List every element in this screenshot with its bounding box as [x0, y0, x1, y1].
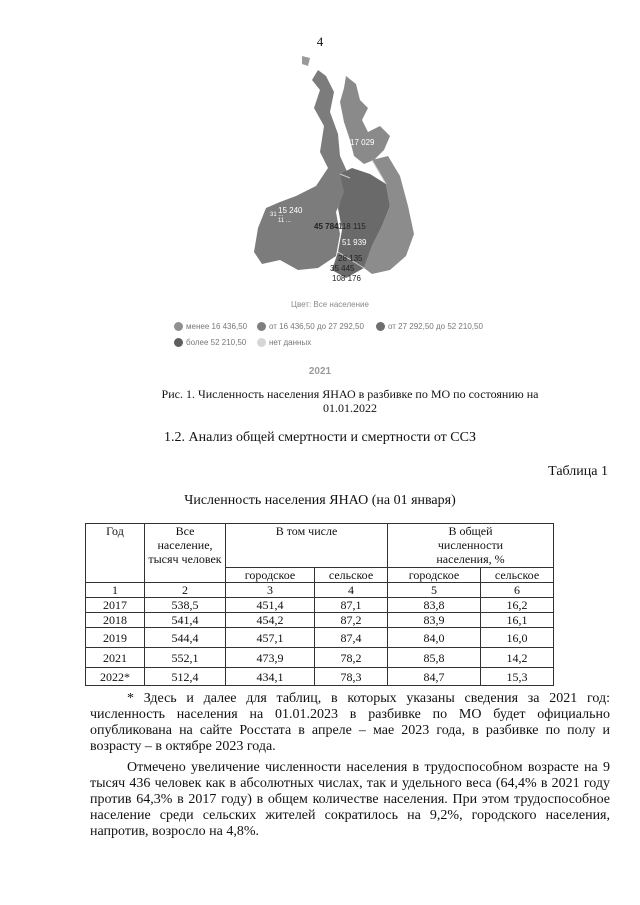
- table-row: [86, 648, 554, 668]
- table-cell: 473,9: [226, 648, 315, 668]
- map-year: 2021: [308, 366, 332, 377]
- body-paragraph: Отмечено увеличение численности населения в трудоспособном возрасте на 9 тысяч 436 человек как в абсолютных числах, так и удельного веса (64,4% в 2021 году против 64,3% в 2017 году) в общем количестве населения. При этом трудоспособное население среди сельских жителей сократилось на 9,2%, городского населения, напротив, возросло на 4,8%.: [90, 760, 610, 839]
- header-total: Все население, тысяч человек: [145, 524, 226, 583]
- table-number: Таблица 1: [548, 464, 608, 479]
- table-cell: 78,3: [315, 668, 388, 686]
- table-cell: 16,2: [481, 598, 554, 613]
- table-cell: 16,1: [481, 613, 554, 628]
- table-cell: 457,1: [226, 628, 315, 648]
- population-table: [85, 523, 554, 686]
- table-cell: 434,1: [226, 668, 315, 686]
- table-row: [86, 668, 554, 686]
- table-cell: 3: [226, 583, 315, 598]
- legend-label: нет данных: [269, 338, 312, 347]
- legend-item: [174, 338, 246, 347]
- map-label: 15 240: [278, 206, 303, 215]
- map-region-west: [254, 64, 350, 270]
- table-cell: 87,2: [315, 613, 388, 628]
- district-map: [240, 56, 420, 296]
- table-footnote: * Здесь и далее для таблиц, в которых указаны сведения за 2021 год: численность населения на 01.01.2023 в разбивке по МО будет официально опубликована на сайте Росстата в апреле – мае 2023 года, в разбивке по полу и возрасту – в октябре 2023 года.: [90, 691, 610, 754]
- table-cell: 14,2: [481, 648, 554, 668]
- header-urban: городское: [226, 568, 315, 583]
- legend-swatch: [174, 338, 183, 347]
- table-cell: 5: [388, 583, 481, 598]
- header-urban: городское: [388, 568, 481, 583]
- map-label: 17 029: [350, 138, 375, 147]
- header-including: В том числе: [226, 524, 388, 568]
- header-rural: сельское: [481, 568, 554, 583]
- section-heading: 1.2. Анализ общей смертности и смертности от ССЗ: [164, 430, 476, 445]
- map-region-north: [340, 76, 390, 164]
- table-cell: 83,8: [388, 598, 481, 613]
- table-cell: 87,1: [315, 598, 388, 613]
- table-cell: 16,0: [481, 628, 554, 648]
- header-rural: сельское: [315, 568, 388, 583]
- table-cell: 87,4: [315, 628, 388, 648]
- page-number: 4: [316, 34, 324, 49]
- table-cell: 541,4: [145, 613, 226, 628]
- table-cell: 4: [315, 583, 388, 598]
- table-cell: 544,4: [145, 628, 226, 648]
- map-label: 118 115: [338, 222, 366, 231]
- table-cell: 2018: [86, 613, 145, 628]
- table-title: Численность населения ЯНАО (на 01 января): [184, 493, 456, 508]
- legend-label: менее 16 436,50: [186, 322, 248, 331]
- map-label: 45 784: [314, 222, 339, 231]
- legend-label: от 27 292,50 до 52 210,50: [388, 322, 483, 331]
- table-cell: 2: [145, 583, 226, 598]
- map-label: 31 ...: [270, 212, 284, 218]
- table-cell: 451,4: [226, 598, 315, 613]
- map-label: 108 176: [332, 274, 361, 283]
- map-label: 51 939: [342, 238, 367, 247]
- map-label: 11 ...: [278, 218, 291, 224]
- header-share: В общей численности населения, %: [388, 524, 554, 568]
- table-cell: 538,5: [145, 598, 226, 613]
- table-cell: 1: [86, 583, 145, 598]
- table-cell: 78,2: [315, 648, 388, 668]
- table-cell: 6: [481, 583, 554, 598]
- legend-label: от 16 436,50 до 27 292,50: [269, 322, 364, 331]
- map-region-island: [302, 56, 310, 66]
- table-cell: 2019: [86, 628, 145, 648]
- header-year: Год: [86, 524, 145, 583]
- map-legend-title: Цвет: Все население: [291, 300, 369, 309]
- legend-swatch: [257, 322, 266, 331]
- table-cell: 454,2: [226, 613, 315, 628]
- table-cell: 15,3: [481, 668, 554, 686]
- table-cell: 2022*: [86, 668, 145, 686]
- legend-item: [174, 322, 247, 331]
- table-row: [86, 598, 554, 613]
- figure-caption: Рис. 1. Численность населения ЯНАО в разбивке по МО по состоянию на 01.01.2022: [161, 387, 539, 415]
- table-row: [86, 613, 554, 628]
- table-cell: 84,7: [388, 668, 481, 686]
- table-cell: 2021: [86, 648, 145, 668]
- legend-swatch: [376, 322, 385, 331]
- map-label: 17 071: [292, 138, 317, 147]
- legend-item: [257, 322, 364, 331]
- legend-item: [376, 322, 483, 331]
- legend-label: более 52 210,50: [186, 338, 247, 347]
- table-cell: 512,4: [145, 668, 226, 686]
- map-label: 28 135: [338, 254, 363, 263]
- table-cell: 83,9: [388, 613, 481, 628]
- legend-swatch: [174, 322, 183, 331]
- table-cell: 552,1: [145, 648, 226, 668]
- table-cell: 84,0: [388, 628, 481, 648]
- table-cell: 2017: [86, 598, 145, 613]
- map-label: 35 445: [330, 264, 355, 273]
- legend-swatch: [257, 338, 266, 347]
- table-cell: 85,8: [388, 648, 481, 668]
- legend-item: [257, 338, 311, 347]
- map-shape: [240, 56, 420, 296]
- table-index-row: [86, 583, 554, 598]
- table-row: [86, 628, 554, 648]
